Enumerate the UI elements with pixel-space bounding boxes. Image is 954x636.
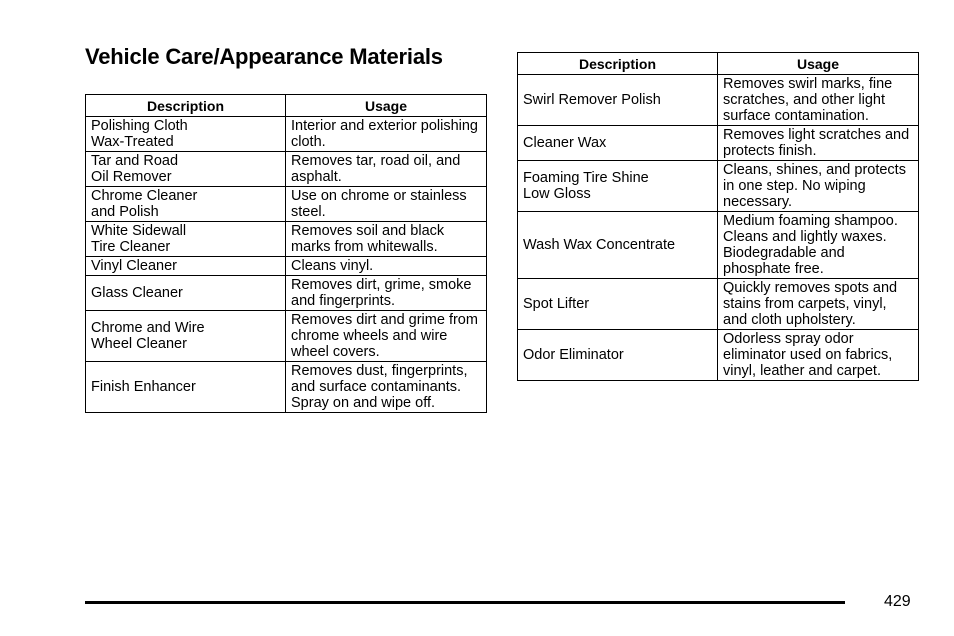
- description-cell: Polishing Cloth Wax-Treated: [86, 117, 286, 152]
- description-cell: Vinyl Cleaner: [86, 257, 286, 276]
- description-cell: Glass Cleaner: [86, 276, 286, 311]
- description-cell: Cleaner Wax: [518, 126, 718, 161]
- description-cell: Tar and Road Oil Remover: [86, 152, 286, 187]
- page-title: Vehicle Care/Appearance Materials: [85, 44, 443, 69]
- usage-cell: Removes dirt, grime, smoke and fingerprints.: [286, 276, 487, 311]
- usage-cell: Removes dust, fingerprints, and surface contaminants. Spray on and wipe off.: [286, 362, 487, 413]
- table-row: [518, 126, 919, 161]
- care-materials-table-right: [517, 52, 919, 381]
- column-header-description: Description: [518, 53, 718, 75]
- description-cell: Wash Wax Concentrate: [518, 212, 718, 279]
- table-header-row: [518, 53, 919, 75]
- care-materials-table-left: [85, 94, 487, 413]
- usage-cell: Cleans vinyl.: [286, 257, 487, 276]
- table-row: [86, 187, 487, 222]
- footer-rule: [85, 601, 845, 604]
- description-cell: Chrome Cleaner and Polish: [86, 187, 286, 222]
- table-row: [86, 257, 487, 276]
- usage-cell: Cleans, shines, and protects in one step. No wiping necessary.: [718, 161, 919, 212]
- column-header-usage: Usage: [718, 53, 919, 75]
- description-cell: Spot Lifter: [518, 279, 718, 330]
- usage-cell: Removes tar, road oil, and asphalt.: [286, 152, 487, 187]
- table-header-row: [86, 95, 487, 117]
- column-header-description: Description: [86, 95, 286, 117]
- table-row: [518, 212, 919, 279]
- table-row: [518, 75, 919, 126]
- usage-cell: Interior and exterior polishing cloth.: [286, 117, 487, 152]
- description-cell: Chrome and Wire Wheel Cleaner: [86, 311, 286, 362]
- usage-cell: Removes dirt and grime from chrome wheels and wire wheel covers.: [286, 311, 487, 362]
- usage-cell: Removes light scratches and protects finish.: [718, 126, 919, 161]
- table-row: [86, 152, 487, 187]
- usage-cell: Odorless spray odor eliminator used on fabrics, vinyl, leather and carpet.: [718, 330, 919, 381]
- description-cell: Finish Enhancer: [86, 362, 286, 413]
- page-number: 429: [884, 593, 911, 610]
- table-row: [518, 161, 919, 212]
- table-row: [518, 330, 919, 381]
- description-cell: Odor Eliminator: [518, 330, 718, 381]
- table-row: [518, 279, 919, 330]
- usage-cell: Removes swirl marks, fine scratches, and other light surface contamination.: [718, 75, 919, 126]
- column-header-usage: Usage: [286, 95, 487, 117]
- table-row: [86, 276, 487, 311]
- usage-cell: Medium foaming shampoo. Cleans and lightly waxes. Biodegradable and phosphate free.: [718, 212, 919, 279]
- usage-cell: Quickly removes spots and stains from carpets, vinyl, and cloth upholstery.: [718, 279, 919, 330]
- table-row: [86, 117, 487, 152]
- usage-cell: Use on chrome or stainless steel.: [286, 187, 487, 222]
- table-row: [86, 311, 487, 362]
- description-cell: Swirl Remover Polish: [518, 75, 718, 126]
- description-cell: White Sidewall Tire Cleaner: [86, 222, 286, 257]
- table-row: [86, 222, 487, 257]
- usage-cell: Removes soil and black marks from whitewalls.: [286, 222, 487, 257]
- table-row: [86, 362, 487, 413]
- description-cell: Foaming Tire Shine Low Gloss: [518, 161, 718, 212]
